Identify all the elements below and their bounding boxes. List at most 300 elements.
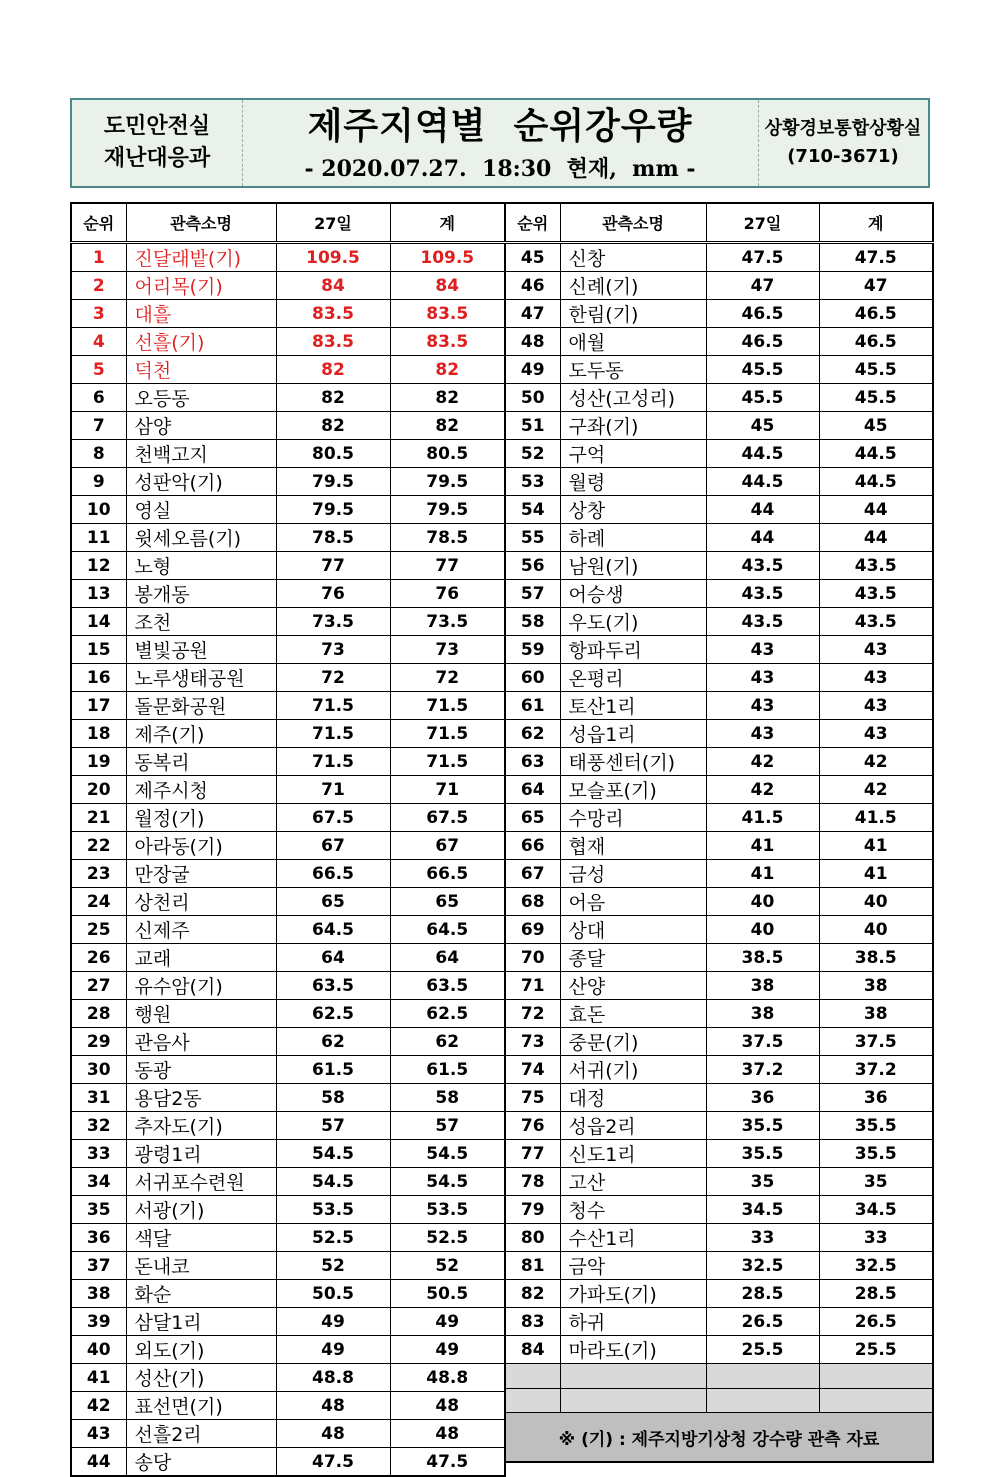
day-rainfall: 40 — [706, 888, 819, 916]
total-rainfall: 83.5 — [390, 328, 505, 356]
table-row — [505, 1196, 933, 1224]
station-name: 항파두리 — [560, 636, 706, 664]
station-name: 행원 — [126, 1000, 276, 1028]
rank-cell: 56 — [505, 552, 560, 580]
day-rainfall: 84 — [276, 272, 390, 300]
table-row — [505, 412, 933, 440]
rank-cell: 34 — [71, 1168, 126, 1196]
col-rank: 순위 — [505, 203, 560, 243]
station-name: 수망리 — [560, 804, 706, 832]
day-rainfall: 53.5 — [276, 1196, 390, 1224]
day-rainfall: 47.5 — [276, 1448, 390, 1477]
station-name: 삼달1리 — [126, 1308, 276, 1336]
table-header-row — [71, 203, 505, 243]
table-row — [505, 664, 933, 692]
station-name: 대흘 — [126, 300, 276, 328]
empty-cell — [505, 1364, 560, 1389]
rank-cell: 32 — [71, 1112, 126, 1140]
table-row — [505, 496, 933, 524]
rank-cell: 47 — [505, 300, 560, 328]
day-rainfall: 109.5 — [276, 243, 390, 272]
station-name: 태풍센터(기) — [560, 748, 706, 776]
day-rainfall: 25.5 — [706, 1336, 819, 1364]
day-rainfall: 63.5 — [276, 972, 390, 1000]
total-rainfall: 53.5 — [390, 1196, 505, 1224]
total-rainfall: 46.5 — [819, 328, 933, 356]
table-row — [505, 944, 933, 972]
empty-row — [505, 1364, 933, 1389]
station-name: 상창 — [560, 496, 706, 524]
day-rainfall: 44.5 — [706, 468, 819, 496]
table-row — [505, 748, 933, 776]
day-rainfall: 82 — [276, 412, 390, 440]
rank-cell: 14 — [71, 608, 126, 636]
dept-line1: 도민안전실 — [103, 114, 211, 139]
station-name: 오등동 — [126, 384, 276, 412]
total-rainfall: 83.5 — [390, 300, 505, 328]
rank-cell: 78 — [505, 1168, 560, 1196]
station-name: 수산1리 — [560, 1224, 706, 1252]
total-rainfall: 49 — [390, 1336, 505, 1364]
rank-cell: 3 — [71, 300, 126, 328]
day-rainfall: 32.5 — [706, 1252, 819, 1280]
total-rainfall: 45.5 — [819, 384, 933, 412]
day-rainfall: 35.5 — [706, 1112, 819, 1140]
total-rainfall: 62 — [390, 1028, 505, 1056]
rank-cell: 11 — [71, 524, 126, 552]
day-rainfall: 76 — [276, 580, 390, 608]
col-total: 계 — [819, 203, 933, 243]
day-rainfall: 71.5 — [276, 748, 390, 776]
day-rainfall: 46.5 — [706, 300, 819, 328]
day-rainfall: 35 — [706, 1168, 819, 1196]
station-name: 고산 — [560, 1168, 706, 1196]
station-name: 덕천 — [126, 356, 276, 384]
table-row — [505, 1056, 933, 1084]
office-name: 상황경보통합상황실 — [764, 118, 922, 139]
station-name: 외도(기) — [126, 1336, 276, 1364]
table-row — [505, 243, 933, 272]
day-rainfall: 62.5 — [276, 1000, 390, 1028]
total-rainfall: 35.5 — [819, 1112, 933, 1140]
station-name: 성판악(기) — [126, 468, 276, 496]
table-row — [505, 1280, 933, 1308]
total-rainfall: 65 — [390, 888, 505, 916]
total-rainfall: 43.5 — [819, 580, 933, 608]
table-row — [505, 1336, 933, 1364]
day-rainfall: 57 — [276, 1112, 390, 1140]
rank-cell: 84 — [505, 1336, 560, 1364]
station-name: 서귀포수련원 — [126, 1168, 276, 1196]
station-name: 추자도(기) — [126, 1112, 276, 1140]
day-rainfall: 45 — [706, 412, 819, 440]
day-rainfall: 45.5 — [706, 384, 819, 412]
total-rainfall: 26.5 — [819, 1308, 933, 1336]
rank-cell: 37 — [71, 1252, 126, 1280]
rainfall-table-right — [504, 202, 934, 1463]
table-row — [505, 272, 933, 300]
station-name: 종달 — [560, 944, 706, 972]
total-rainfall: 77 — [390, 552, 505, 580]
total-rainfall: 82 — [390, 412, 505, 440]
rank-cell: 29 — [71, 1028, 126, 1056]
total-rainfall: 36 — [819, 1084, 933, 1112]
office-block — [758, 100, 928, 186]
table-row — [71, 580, 505, 608]
rank-cell: 33 — [71, 1140, 126, 1168]
table-row — [71, 356, 505, 384]
table-row — [71, 1252, 505, 1280]
rank-cell: 6 — [71, 384, 126, 412]
day-rainfall: 36 — [706, 1084, 819, 1112]
table-row — [71, 1000, 505, 1028]
total-rainfall: 45.5 — [819, 356, 933, 384]
col-station: 관측소명 — [126, 203, 276, 243]
total-rainfall: 41 — [819, 832, 933, 860]
table-row — [71, 1028, 505, 1056]
station-name: 윗세오름(기) — [126, 524, 276, 552]
day-rainfall: 44 — [706, 524, 819, 552]
total-rainfall: 37.2 — [819, 1056, 933, 1084]
station-name: 신제주 — [126, 916, 276, 944]
table-row — [505, 720, 933, 748]
total-rainfall: 40 — [819, 916, 933, 944]
total-rainfall: 38 — [819, 1000, 933, 1028]
total-rainfall: 78.5 — [390, 524, 505, 552]
col-station: 관측소명 — [560, 203, 706, 243]
station-name: 노루생태공원 — [126, 664, 276, 692]
rank-cell: 66 — [505, 832, 560, 860]
table-row — [71, 468, 505, 496]
station-name: 어리목(기) — [126, 272, 276, 300]
day-rainfall: 44.5 — [706, 440, 819, 468]
table-row — [71, 1448, 505, 1477]
day-rainfall: 82 — [276, 384, 390, 412]
day-rainfall: 66.5 — [276, 860, 390, 888]
station-name: 돈내코 — [126, 1252, 276, 1280]
day-rainfall: 54.5 — [276, 1168, 390, 1196]
rank-cell: 15 — [71, 636, 126, 664]
rank-cell: 19 — [71, 748, 126, 776]
table-row — [505, 916, 933, 944]
station-name: 도두동 — [560, 356, 706, 384]
total-rainfall: 44.5 — [819, 468, 933, 496]
total-rainfall: 49 — [390, 1308, 505, 1336]
rank-cell: 12 — [71, 552, 126, 580]
table-row — [71, 944, 505, 972]
total-rainfall: 73.5 — [390, 608, 505, 636]
total-rainfall: 35 — [819, 1168, 933, 1196]
total-rainfall: 43.5 — [819, 608, 933, 636]
total-rainfall: 46.5 — [819, 300, 933, 328]
table-row — [71, 1420, 505, 1448]
total-rainfall: 54.5 — [390, 1140, 505, 1168]
rank-cell: 18 — [71, 720, 126, 748]
rank-cell: 48 — [505, 328, 560, 356]
station-name: 한림(기) — [560, 300, 706, 328]
rank-cell: 52 — [505, 440, 560, 468]
station-name: 유수암(기) — [126, 972, 276, 1000]
rank-cell: 9 — [71, 468, 126, 496]
table-header-row — [505, 203, 933, 243]
day-rainfall: 38 — [706, 1000, 819, 1028]
table-row — [71, 636, 505, 664]
department-block — [72, 100, 243, 186]
total-rainfall: 42 — [819, 748, 933, 776]
station-name: 천백고지 — [126, 440, 276, 468]
day-rainfall: 42 — [706, 776, 819, 804]
table-row — [71, 832, 505, 860]
rank-cell: 51 — [505, 412, 560, 440]
total-rainfall: 41 — [819, 860, 933, 888]
total-rainfall: 44.5 — [819, 440, 933, 468]
station-name: 노형 — [126, 552, 276, 580]
table-row — [505, 468, 933, 496]
rank-cell: 8 — [71, 440, 126, 468]
total-rainfall: 54.5 — [390, 1168, 505, 1196]
table-row — [71, 804, 505, 832]
station-name: 모슬포(기) — [560, 776, 706, 804]
rank-cell: 76 — [505, 1112, 560, 1140]
day-rainfall: 62 — [276, 1028, 390, 1056]
table-row — [71, 1392, 505, 1420]
rank-cell: 62 — [505, 720, 560, 748]
station-name: 영실 — [126, 496, 276, 524]
day-rainfall: 72 — [276, 664, 390, 692]
total-rainfall: 38 — [819, 972, 933, 1000]
table-row — [505, 860, 933, 888]
day-rainfall: 43 — [706, 636, 819, 664]
rank-cell: 72 — [505, 1000, 560, 1028]
station-name: 성산(고성리) — [560, 384, 706, 412]
table-row — [71, 664, 505, 692]
table-row — [71, 972, 505, 1000]
station-name: 토산1리 — [560, 692, 706, 720]
rank-cell: 1 — [71, 243, 126, 272]
rank-cell: 82 — [505, 1280, 560, 1308]
rank-cell: 22 — [71, 832, 126, 860]
day-rainfall: 48 — [276, 1420, 390, 1448]
station-name: 월령 — [560, 468, 706, 496]
rank-cell: 81 — [505, 1252, 560, 1280]
day-rainfall: 79.5 — [276, 496, 390, 524]
total-rainfall: 45 — [819, 412, 933, 440]
day-rainfall: 28.5 — [706, 1280, 819, 1308]
total-rainfall: 79.5 — [390, 468, 505, 496]
day-rainfall: 41 — [706, 860, 819, 888]
station-name: 금성 — [560, 860, 706, 888]
total-rainfall: 48 — [390, 1420, 505, 1448]
total-rainfall: 35.5 — [819, 1140, 933, 1168]
total-rainfall: 43 — [819, 692, 933, 720]
rank-cell: 74 — [505, 1056, 560, 1084]
table-row — [505, 608, 933, 636]
table-row — [71, 412, 505, 440]
day-rainfall: 43 — [706, 720, 819, 748]
station-name: 제주시청 — [126, 776, 276, 804]
station-name: 마라도(기) — [560, 1336, 706, 1364]
day-rainfall: 43.5 — [706, 552, 819, 580]
total-rainfall: 44 — [819, 524, 933, 552]
total-rainfall: 47 — [819, 272, 933, 300]
empty-cell — [560, 1388, 706, 1413]
station-name: 서광(기) — [126, 1196, 276, 1224]
total-rainfall: 67.5 — [390, 804, 505, 832]
table-row — [71, 496, 505, 524]
station-name: 하례 — [560, 524, 706, 552]
rank-cell: 64 — [505, 776, 560, 804]
empty-cell — [819, 1364, 933, 1389]
total-rainfall: 80.5 — [390, 440, 505, 468]
total-rainfall: 28.5 — [819, 1280, 933, 1308]
total-rainfall: 109.5 — [390, 243, 505, 272]
note-row — [505, 1413, 933, 1463]
dept-line2: 재난대응과 — [103, 146, 211, 171]
day-rainfall: 45.5 — [706, 356, 819, 384]
station-name: 산양 — [560, 972, 706, 1000]
rank-cell: 60 — [505, 664, 560, 692]
day-rainfall: 52 — [276, 1252, 390, 1280]
table-row — [505, 356, 933, 384]
total-rainfall: 50.5 — [390, 1280, 505, 1308]
day-rainfall: 46.5 — [706, 328, 819, 356]
rank-cell: 21 — [71, 804, 126, 832]
day-rainfall: 71 — [276, 776, 390, 804]
page-subtitle: - 2020.07.27. 18:30 현재, mm - — [304, 156, 696, 182]
rank-cell: 45 — [505, 243, 560, 272]
station-name: 신례(기) — [560, 272, 706, 300]
station-name: 온평리 — [560, 664, 706, 692]
rank-cell: 70 — [505, 944, 560, 972]
station-name: 조천 — [126, 608, 276, 636]
total-rainfall: 43 — [819, 636, 933, 664]
day-rainfall: 67 — [276, 832, 390, 860]
table-row — [71, 692, 505, 720]
total-rainfall: 47.5 — [390, 1448, 505, 1477]
total-rainfall: 37.5 — [819, 1028, 933, 1056]
table-row — [71, 328, 505, 356]
station-name: 청수 — [560, 1196, 706, 1224]
table-row — [505, 1224, 933, 1252]
total-rainfall: 41.5 — [819, 804, 933, 832]
total-rainfall: 61.5 — [390, 1056, 505, 1084]
rank-cell: 5 — [71, 356, 126, 384]
total-rainfall: 44 — [819, 496, 933, 524]
rank-cell: 27 — [71, 972, 126, 1000]
table-row — [505, 692, 933, 720]
station-name: 구좌(기) — [560, 412, 706, 440]
total-rainfall: 84 — [390, 272, 505, 300]
rank-cell: 4 — [71, 328, 126, 356]
table-row — [71, 1168, 505, 1196]
table-row — [71, 552, 505, 580]
station-name: 어음 — [560, 888, 706, 916]
rank-cell: 53 — [505, 468, 560, 496]
station-name: 성읍1리 — [560, 720, 706, 748]
rank-cell: 50 — [505, 384, 560, 412]
table-row — [71, 384, 505, 412]
day-rainfall: 42 — [706, 748, 819, 776]
table-row — [505, 524, 933, 552]
station-name: 송당 — [126, 1448, 276, 1477]
total-rainfall: 71.5 — [390, 720, 505, 748]
empty-cell — [505, 1388, 560, 1413]
total-rainfall: 43 — [819, 720, 933, 748]
table-row — [505, 776, 933, 804]
rank-cell: 63 — [505, 748, 560, 776]
total-rainfall: 62.5 — [390, 1000, 505, 1028]
table-row — [71, 1140, 505, 1168]
total-rainfall: 71 — [390, 776, 505, 804]
total-rainfall: 48.8 — [390, 1364, 505, 1392]
station-name: 우도(기) — [560, 608, 706, 636]
day-rainfall: 47.5 — [706, 243, 819, 272]
empty-cell — [560, 1364, 706, 1389]
rank-cell: 55 — [505, 524, 560, 552]
total-rainfall: 43.5 — [819, 552, 933, 580]
rank-cell: 71 — [505, 972, 560, 1000]
day-rainfall: 43 — [706, 664, 819, 692]
total-rainfall: 63.5 — [390, 972, 505, 1000]
rank-cell: 25 — [71, 916, 126, 944]
day-rainfall: 49 — [276, 1336, 390, 1364]
rainfall-table-left — [70, 202, 506, 1477]
table-row — [71, 300, 505, 328]
rank-cell: 69 — [505, 916, 560, 944]
day-rainfall: 54.5 — [276, 1140, 390, 1168]
total-rainfall: 34.5 — [819, 1196, 933, 1224]
day-rainfall: 61.5 — [276, 1056, 390, 1084]
station-name: 동광 — [126, 1056, 276, 1084]
day-rainfall: 48.8 — [276, 1364, 390, 1392]
day-rainfall: 43 — [706, 692, 819, 720]
station-name: 월정(기) — [126, 804, 276, 832]
total-rainfall: 82 — [390, 356, 505, 384]
station-name: 색달 — [126, 1224, 276, 1252]
station-name: 선흘2리 — [126, 1420, 276, 1448]
total-rainfall: 38.5 — [819, 944, 933, 972]
table-row — [71, 1280, 505, 1308]
rank-cell: 38 — [71, 1280, 126, 1308]
station-name: 하귀 — [560, 1308, 706, 1336]
rank-cell: 16 — [71, 664, 126, 692]
total-rainfall: 32.5 — [819, 1252, 933, 1280]
rank-cell: 10 — [71, 496, 126, 524]
rank-cell: 79 — [505, 1196, 560, 1224]
table-row — [71, 720, 505, 748]
rank-cell: 46 — [505, 272, 560, 300]
total-rainfall: 33 — [819, 1224, 933, 1252]
total-rainfall: 40 — [819, 888, 933, 916]
rank-cell: 31 — [71, 1084, 126, 1112]
day-rainfall: 80.5 — [276, 440, 390, 468]
day-rainfall: 38 — [706, 972, 819, 1000]
rank-cell: 59 — [505, 636, 560, 664]
page-title: 제주지역별 순위강우량 — [307, 106, 693, 147]
day-rainfall: 64 — [276, 944, 390, 972]
day-rainfall: 33 — [706, 1224, 819, 1252]
rank-cell: 42 — [71, 1392, 126, 1420]
rank-cell: 58 — [505, 608, 560, 636]
table-row — [505, 440, 933, 468]
total-rainfall: 48 — [390, 1392, 505, 1420]
day-rainfall: 43.5 — [706, 608, 819, 636]
office-phone: (710-3671) — [787, 146, 899, 167]
rank-cell: 30 — [71, 1056, 126, 1084]
station-name: 별빛공원 — [126, 636, 276, 664]
table-row — [71, 860, 505, 888]
day-rainfall: 44 — [706, 496, 819, 524]
